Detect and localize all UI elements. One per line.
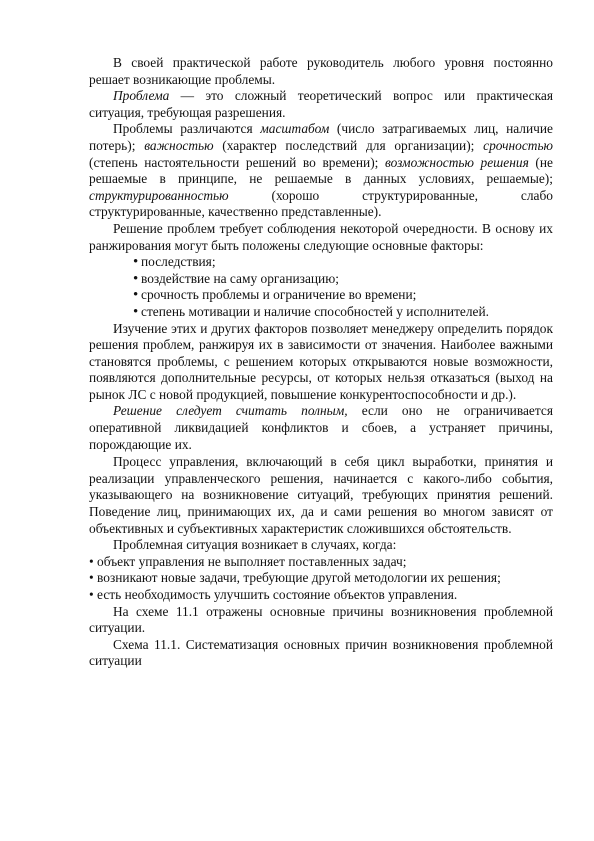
term-structuredness: структурированностью xyxy=(89,187,229,203)
document-page xyxy=(89,55,553,670)
list-item: • срочность проблемы и ограничение во времени; xyxy=(133,287,553,304)
problem-types-text-k: (хорошо структурированные, слабо структурированные, качественно представленные). xyxy=(89,187,553,220)
term-complete-solution: Решение следует считать полным, xyxy=(113,403,348,419)
list-item: • объект управления не выполняет поставленных задач; xyxy=(89,553,407,569)
paragraph-complete-solution xyxy=(89,403,553,453)
problem-definition-text: — это сложный теоретический вопрос или практическая ситуация, требующая разрешения. xyxy=(89,88,553,120)
scheme-caption: Схема 11.1. Систематизация основных причин возникновения проблемной ситуации xyxy=(89,636,553,669)
paragraph-scheme-reference: На схеме 11.1 отражены основные причины возникновения проблемной ситуации. xyxy=(89,603,553,636)
paragraph-problem-situation: Проблемная ситуация возникает в случаях, когда: xyxy=(113,537,397,553)
list-item: • степень мотивации и наличие способностей у исполнителей. xyxy=(133,304,553,321)
problem-types-text-c: (число затрагиваемых лиц, наличие потерь); xyxy=(89,121,553,153)
list-item: • воздействие на саму организацию; xyxy=(133,271,553,288)
paragraph-intro: В своей практической работе руководитель любого уровня постоянно решает возникающие проблемы. xyxy=(89,55,553,87)
problem-types-text-g: (степень настоятельности решений во времени); xyxy=(89,154,386,170)
term-importance: важностью xyxy=(144,137,214,153)
paragraph-management-process: Процесс управления, включающий в себя цикл выработки, принятия и реализации управленческого решения, начинается с какого-либо события, указывающего на возникновение ситуаций, требующих принятия решений. Поведение лиц, принимающих их, да и сами решения во многом зависят от объективных и субъективных характеристик сложившихся обстоятельств. xyxy=(89,454,553,536)
paragraph-problem-definition xyxy=(89,88,553,121)
problem-types-text-a: Проблемы различаются xyxy=(113,121,261,137)
paragraph-ranking: Решение проблем требует соблюдения некоторой очередности. В основу их ранжирования могут быть положены следующие основные факторы: xyxy=(89,220,553,253)
paragraph-factor-study: Изучение этих и других факторов позволяет менеджеру определить порядок решения проблем, ранжируя их в зависимости от значения. Наиболее важными становятся проблемы, с решением которых открываются новые возможности, появляются дополнительные ресурсы, от которых нельзя отказаться (выход на рынок ЛС с новой продукцией, повышение конкурентоспособности и др.). xyxy=(89,320,553,402)
term-solvability: возможностью решения xyxy=(385,154,529,170)
term-problem: Проблема xyxy=(113,88,170,104)
cases-list xyxy=(89,554,553,604)
problem-types-text-e: (характер последствий для организации); xyxy=(213,137,484,153)
list-item: • последствия; xyxy=(133,254,553,271)
term-urgency: срочностью xyxy=(483,137,553,153)
complete-solution-text: если оно не ограничивается оперативной ликвидацией конфликтов и сбоев, а устраняет причины, порождающие их. xyxy=(89,403,553,452)
problem-types-text-i: (не решаемые в принципе, не решаемые в данных условиях, решаемые); xyxy=(89,154,553,187)
list-item: • возникают новые задачи, требующие другой методологии их решения; xyxy=(89,570,501,586)
paragraph-problem-types xyxy=(89,121,553,221)
list-item: • есть необходимость улучшить состояние объектов управления. xyxy=(89,587,458,602)
term-scale: масштабом xyxy=(260,121,330,137)
factors-list xyxy=(89,254,553,320)
